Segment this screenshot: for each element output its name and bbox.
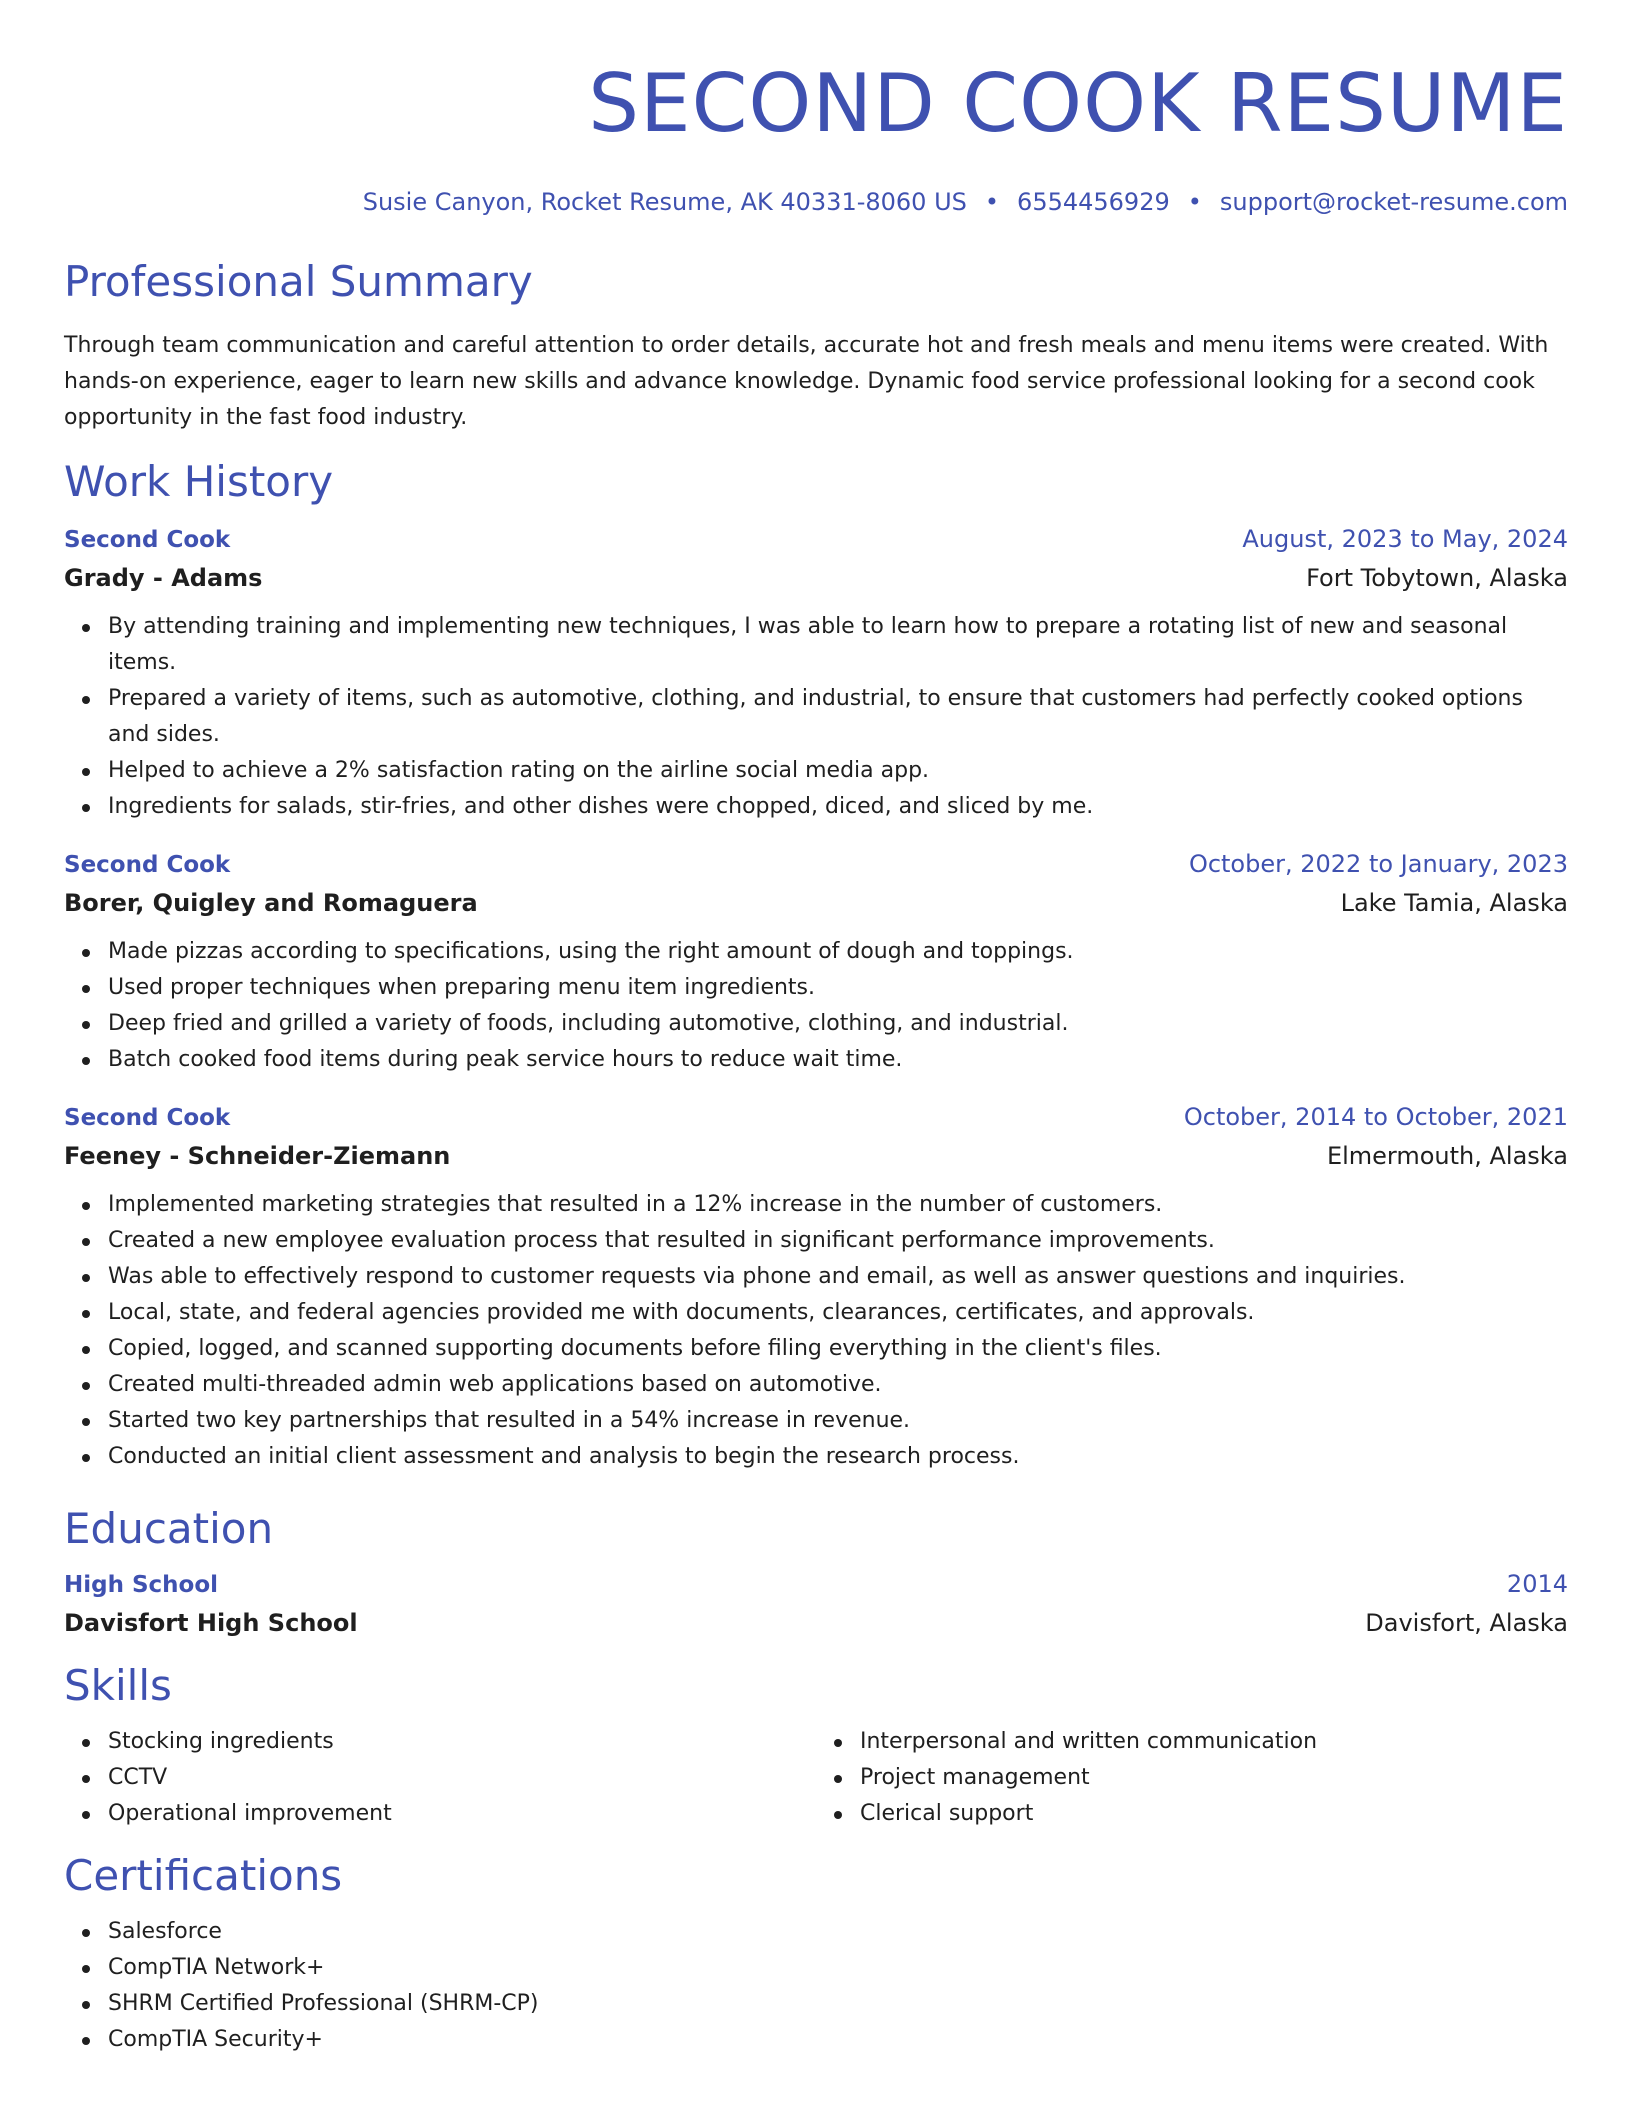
job-location: Fort Tobytown, Alaska <box>1306 564 1568 592</box>
bullet-text: Batch cooked food items during peak service hours to reduce wait time. <box>108 1047 903 1072</box>
job-bullets <box>64 934 1568 1078</box>
education-entry <box>64 1565 1568 1642</box>
job-bullets <box>64 1187 1568 1475</box>
certification-text: CompTIA Network+ <box>108 1955 325 1980</box>
list-item <box>108 1367 1568 1403</box>
list-item <box>108 1223 1568 1259</box>
contact-separator: • <box>1187 188 1202 216</box>
job-header-row <box>64 845 1568 884</box>
bullet-icon <box>82 1454 90 1462</box>
list-item <box>108 1403 1568 1439</box>
bullet-icon <box>82 2001 90 2009</box>
bullet-text: Was able to effectively respond to customer requests via phone and email, as well as answer questions and inquiries. <box>108 1264 1406 1289</box>
bullet-icon <box>834 1775 842 1783</box>
contact-phone: 6554456929 <box>1017 188 1170 216</box>
list-item <box>108 1760 816 1796</box>
bullet-text: Made pizzas according to specifications, using the right amount of dough and toppings. <box>108 939 1074 964</box>
bullet-icon <box>82 949 90 957</box>
education-header-row <box>64 1565 1568 1604</box>
education-year: 2014 <box>1506 1570 1568 1598</box>
skill-text: Project management <box>860 1765 1090 1790</box>
contact-line <box>64 186 1568 218</box>
job-title: Second Cook <box>64 852 231 878</box>
bullet-icon <box>834 1811 842 1819</box>
bullet-text: Copied, logged, and scanned supporting documents before filing everything in the client's files. <box>108 1336 1162 1361</box>
list-item <box>108 1986 1568 2022</box>
skill-text: Operational improvement <box>108 1801 392 1826</box>
bullet-icon <box>82 1811 90 1819</box>
certifications-heading: Certifications <box>64 1851 343 1900</box>
list-item <box>108 609 1568 681</box>
bullet-text: Prepared a variety of items, such as automotive, clothing, and industrial, to ensure that customers had perfectly cooked options and sides. <box>108 686 1523 747</box>
summary-text: Through team communication and careful attention to order details, accurate hot and fresh meals and menu items were created. With hands-on experience, eager to learn new skills and advance knowledge. Dynamic food service professional looking for a second cook opportunity in the fast food industry. <box>64 333 1549 430</box>
bullet-icon <box>82 1238 90 1246</box>
job-dates: October, 2022 to January, 2023 <box>1188 850 1568 878</box>
list-item <box>860 1760 1568 1796</box>
bullet-text: Started two key partnerships that resulted in a 54% increase in revenue. <box>108 1408 911 1433</box>
job-title: Second Cook <box>64 1105 231 1131</box>
bullet-icon <box>82 985 90 993</box>
bullet-text: Deep fried and grilled a variety of foods, including automotive, clothing, and industrial. <box>108 1011 1069 1036</box>
skill-text: Interpersonal and written communication <box>860 1729 1318 1754</box>
bullet-icon <box>82 1739 90 1747</box>
list-item <box>108 1439 1568 1475</box>
bullet-icon <box>82 1418 90 1426</box>
list-item <box>108 1006 1568 1042</box>
bullet-text: Helped to achieve a 2% satisfaction rating on the airline social media app. <box>108 758 930 783</box>
education-heading: Education <box>64 1504 274 1553</box>
bullet-text: Implemented marketing strategies that resulted in a 12% increase in the number of customers. <box>108 1192 1163 1217</box>
bullet-icon <box>82 1929 90 1937</box>
bullet-icon <box>82 624 90 632</box>
list-item <box>108 1187 1568 1223</box>
job-entry <box>64 845 1568 1078</box>
contact-separator: • <box>984 188 1000 216</box>
list-item <box>108 1950 1568 1986</box>
list-item <box>108 681 1568 753</box>
skill-text: Clerical support <box>860 1801 1034 1826</box>
education-school: Davisfort High School <box>64 1609 358 1637</box>
list-item <box>108 1042 1568 1078</box>
bullet-icon <box>82 1021 90 1029</box>
bullet-text: Created multi-threaded admin web applications based on automotive. <box>108 1372 882 1397</box>
list-item <box>108 1724 816 1760</box>
summary-heading: Professional Summary <box>64 257 533 306</box>
list-item <box>108 1295 1568 1331</box>
list-item <box>860 1724 1568 1760</box>
job-company: Borer, Quigley and Romaguera <box>64 889 478 917</box>
job-location: Lake Tamia, Alaska <box>1340 889 1568 917</box>
job-title: Second Cook <box>64 527 231 553</box>
certification-text: CompTIA Security+ <box>108 2027 323 2052</box>
skill-text: Stocking ingredients <box>108 1729 334 1754</box>
bullet-text: By attending training and implementing new techniques, I was able to learn how to prepare a rotating list of new and seasonal items. <box>108 614 1508 675</box>
bullet-icon <box>834 1739 842 1747</box>
job-company: Feeney - Schneider-Ziemann <box>64 1142 451 1170</box>
job-header-row <box>64 520 1568 559</box>
education-degree: High School <box>64 1572 219 1598</box>
skills-list-right <box>816 1724 1568 1832</box>
skills-list-left <box>64 1724 816 1832</box>
job-dates: October, 2014 to October, 2021 <box>1183 1103 1568 1131</box>
list-item <box>108 1914 1568 1950</box>
job-entry <box>64 520 1568 825</box>
bullet-icon <box>82 1274 90 1282</box>
job-company-row <box>64 1137 1568 1175</box>
contact-email[interactable]: support@rocket-resume.com <box>1219 188 1568 216</box>
bullet-icon <box>82 1382 90 1390</box>
bullet-icon <box>82 768 90 776</box>
list-item <box>108 1259 1568 1295</box>
list-item <box>108 789 1568 825</box>
job-company: Grady - Adams <box>64 564 263 592</box>
list-item <box>108 1331 1568 1367</box>
bullet-text: Conducted an initial client assessment and analysis to begin the research process. <box>108 1444 1020 1469</box>
education-school-row <box>64 1604 1568 1642</box>
skills-heading: Skills <box>64 1661 172 1710</box>
bullet-icon <box>82 1965 90 1973</box>
bullet-text: Used proper techniques when preparing menu item ingredients. <box>108 975 816 1000</box>
skills-grid <box>64 1712 1568 1832</box>
bullet-icon <box>82 1310 90 1318</box>
list-item <box>108 753 1568 789</box>
job-entry <box>64 1098 1568 1475</box>
list-item <box>108 934 1568 970</box>
job-bullets <box>64 609 1568 825</box>
list-item <box>108 2022 1568 2058</box>
certifications-list <box>64 1914 1568 2058</box>
bullet-icon <box>82 696 90 704</box>
job-header-row <box>64 1098 1568 1137</box>
contact-address: Susie Canyon, Rocket Resume, AK 40331-8060 US <box>362 188 967 216</box>
bullet-icon <box>82 1202 90 1210</box>
certification-text: SHRM Certified Professional (SHRM-CP) <box>108 1991 539 2016</box>
bullet-text: Local, state, and federal agencies provided me with documents, clearances, certificates, and approvals. <box>108 1300 1255 1325</box>
skill-text: CCTV <box>108 1765 168 1790</box>
work-history-heading: Work History <box>64 457 334 506</box>
bullet-icon <box>82 2037 90 2045</box>
job-location: Elmermouth, Alaska <box>1326 1142 1568 1170</box>
certification-text: Salesforce <box>108 1919 222 1944</box>
job-dates: August, 2023 to May, 2024 <box>1242 525 1568 553</box>
bullet-icon <box>82 1057 90 1065</box>
job-company-row <box>64 559 1568 597</box>
job-company-row <box>64 884 1568 922</box>
bullet-text: Ingredients for salads, stir-fries, and other dishes were chopped, diced, and sliced by me. <box>108 794 1094 819</box>
bullet-icon <box>82 1775 90 1783</box>
list-item <box>108 970 1568 1006</box>
education-location: Davisfort, Alaska <box>1365 1609 1568 1637</box>
list-item <box>860 1796 1568 1832</box>
list-item <box>108 1796 816 1832</box>
bullet-icon <box>82 1346 90 1354</box>
bullet-text: Created a new employee evaluation process that resulted in significant performance improvements. <box>108 1228 1215 1253</box>
resume-title: SECOND COOK RESUME <box>588 57 1568 150</box>
bullet-icon <box>82 804 90 812</box>
